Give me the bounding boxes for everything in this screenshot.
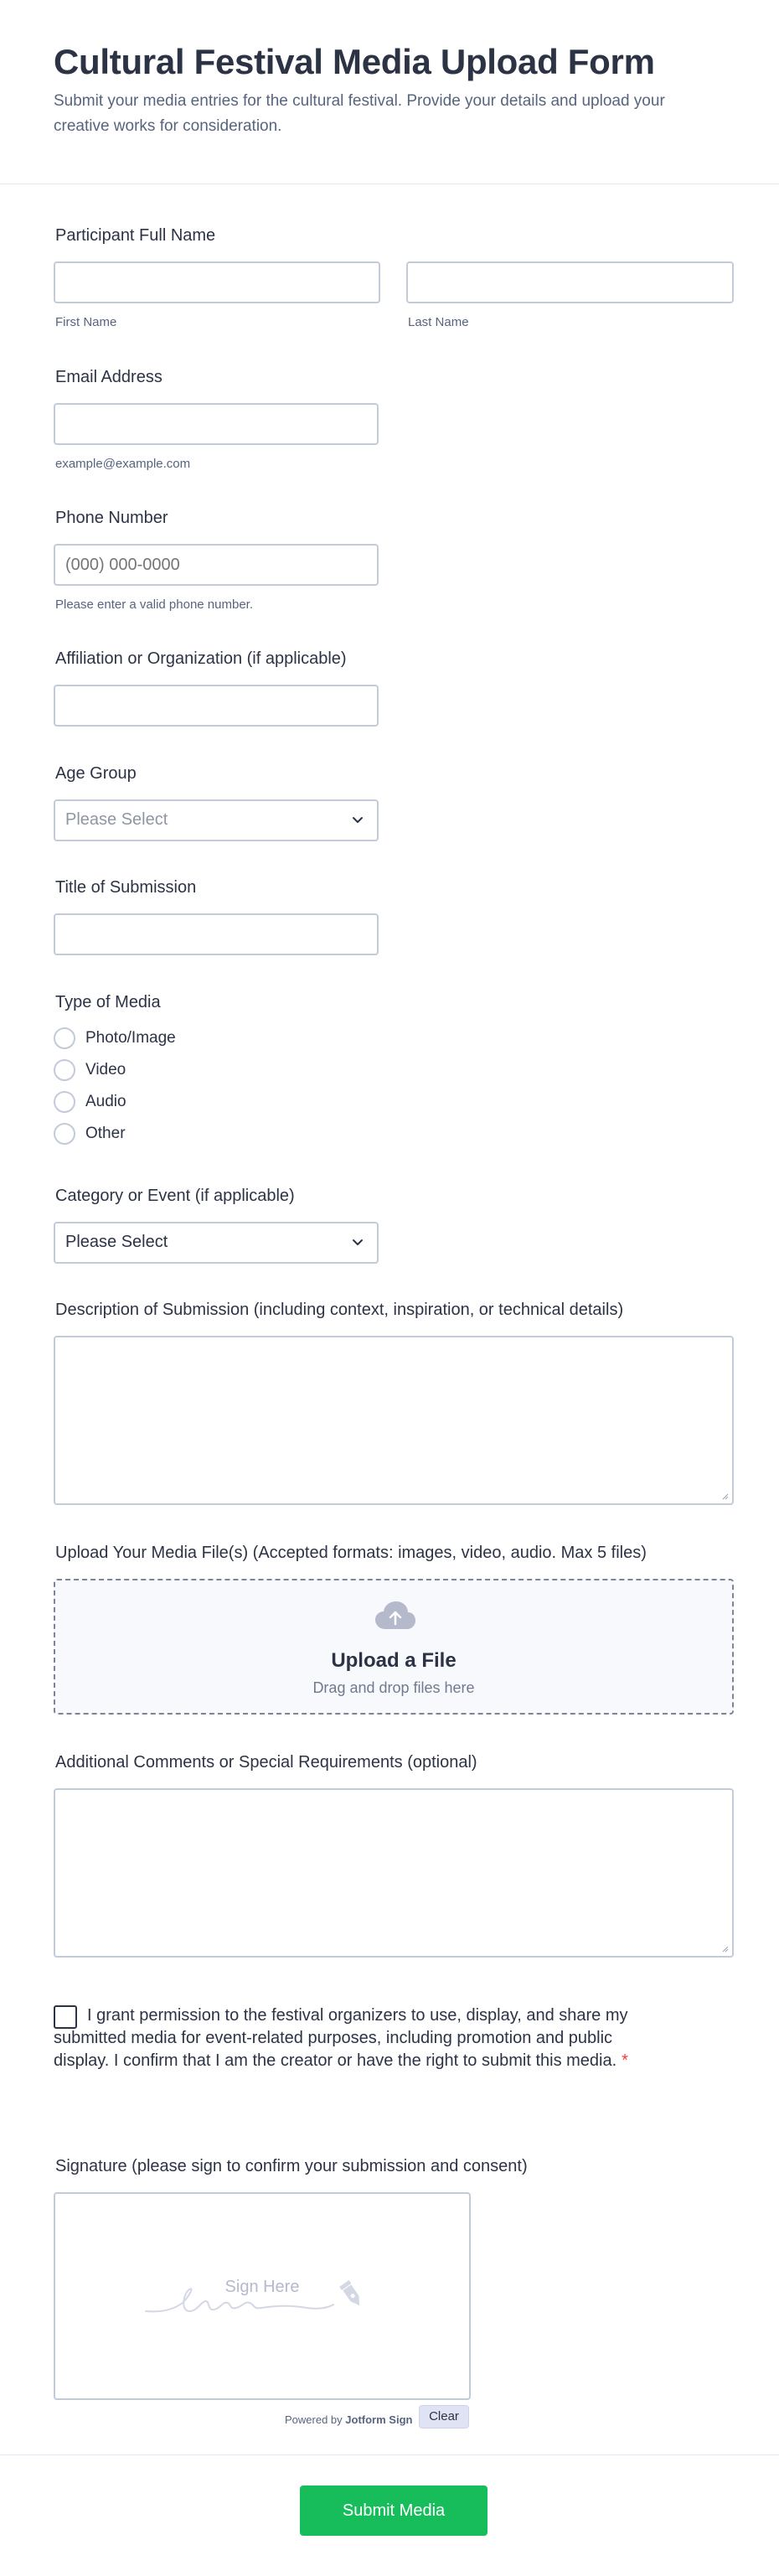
- form-title: Cultural Festival Media Upload Form: [54, 42, 655, 81]
- powered-prefix: Powered by: [285, 2413, 343, 2426]
- phone-label: Phone Number: [55, 509, 168, 527]
- email-field[interactable]: [54, 403, 379, 445]
- email-label: Email Address: [55, 368, 163, 386]
- powered-by: [285, 2413, 412, 2426]
- title-label: Title of Submission: [55, 878, 197, 897]
- consent-text: I grant permission to the festival organizers to use, display, and share my submitted media for event-related purposes, including promotion and public display. I confirm that I am the creator or have the right to submit this media.: [54, 2006, 628, 2070]
- category-select[interactable]: [54, 1222, 379, 1264]
- signature-label: Signature (please sign to confirm your submission and consent): [55, 2157, 528, 2175]
- upload-subtitle: Drag and drop files here: [312, 1679, 475, 1696]
- consent-text-block: [54, 2004, 657, 2072]
- radio-label: Photo/Image: [85, 1029, 176, 1047]
- last-name-sublabel: Last Name: [408, 315, 469, 329]
- email-sublabel: example@example.com: [55, 457, 191, 471]
- category-label: Category or Event (if applicable): [55, 1187, 295, 1205]
- comments-textarea[interactable]: [54, 1788, 734, 1958]
- consent-checkbox[interactable]: [54, 2005, 77, 2029]
- upload-label: Upload Your Media File(s) (Accepted formats: images, video, audio. Max 5 files): [55, 1544, 647, 1562]
- powered-brand[interactable]: Jotform Sign: [345, 2413, 413, 2426]
- media-type-label: Type of Media: [55, 993, 161, 1011]
- radio-circle[interactable]: [54, 1123, 75, 1145]
- phone-sublabel: Please enter a valid phone number.: [55, 597, 253, 612]
- full-name-label: Participant Full Name: [55, 226, 216, 245]
- radio-circle[interactable]: [54, 1059, 75, 1081]
- signature-placeholder: Sign Here: [224, 2278, 300, 2296]
- cloud-upload-icon: [374, 1599, 417, 1632]
- affiliation-label: Affiliation or Organization (if applicable): [55, 649, 347, 668]
- form-description: Submit your media entries for the cultural festival. Provide your details and upload your creative works for consideration.: [54, 92, 665, 135]
- footer-divider: [0, 2454, 779, 2455]
- radio-label: Audio: [85, 1093, 126, 1110]
- clear-signature-button[interactable]: Clear: [419, 2405, 469, 2429]
- chevron-down-icon: [350, 812, 365, 827]
- age-group-selected: Please Select: [65, 810, 168, 829]
- description-textarea[interactable]: [54, 1336, 734, 1505]
- age-group-select[interactable]: [54, 799, 379, 841]
- chevron-down-icon: [350, 1234, 365, 1249]
- form-header: [0, 0, 779, 184]
- last-name-input[interactable]: [406, 261, 734, 303]
- radio-label: Other: [85, 1125, 126, 1142]
- comments-label: Additional Comments or Special Requirements (optional): [55, 1753, 477, 1772]
- category-selected: Please Select: [65, 1233, 168, 1251]
- description-label: Description of Submission (including context, inspiration, or technical details): [55, 1301, 624, 1319]
- radio-circle[interactable]: [54, 1091, 75, 1113]
- file-upload-dropzone[interactable]: [54, 1579, 734, 1715]
- age-group-label: Age Group: [55, 764, 137, 783]
- resize-grip-icon[interactable]: [720, 1492, 729, 1500]
- radio-circle[interactable]: [54, 1027, 75, 1049]
- radio-label: Video: [85, 1061, 126, 1079]
- required-asterisk: *: [622, 2051, 628, 2070]
- signature-pad[interactable]: [54, 2192, 471, 2400]
- resize-grip-icon[interactable]: [720, 1944, 729, 1953]
- upload-title: Upload a File: [331, 1649, 457, 1672]
- phone-field[interactable]: [54, 544, 379, 586]
- submit-button[interactable]: Submit Media: [300, 2485, 488, 2536]
- first-name-sublabel: First Name: [55, 315, 117, 329]
- affiliation-input[interactable]: [54, 685, 379, 727]
- submission-title-input[interactable]: [54, 913, 379, 955]
- first-name-input[interactable]: [54, 261, 380, 303]
